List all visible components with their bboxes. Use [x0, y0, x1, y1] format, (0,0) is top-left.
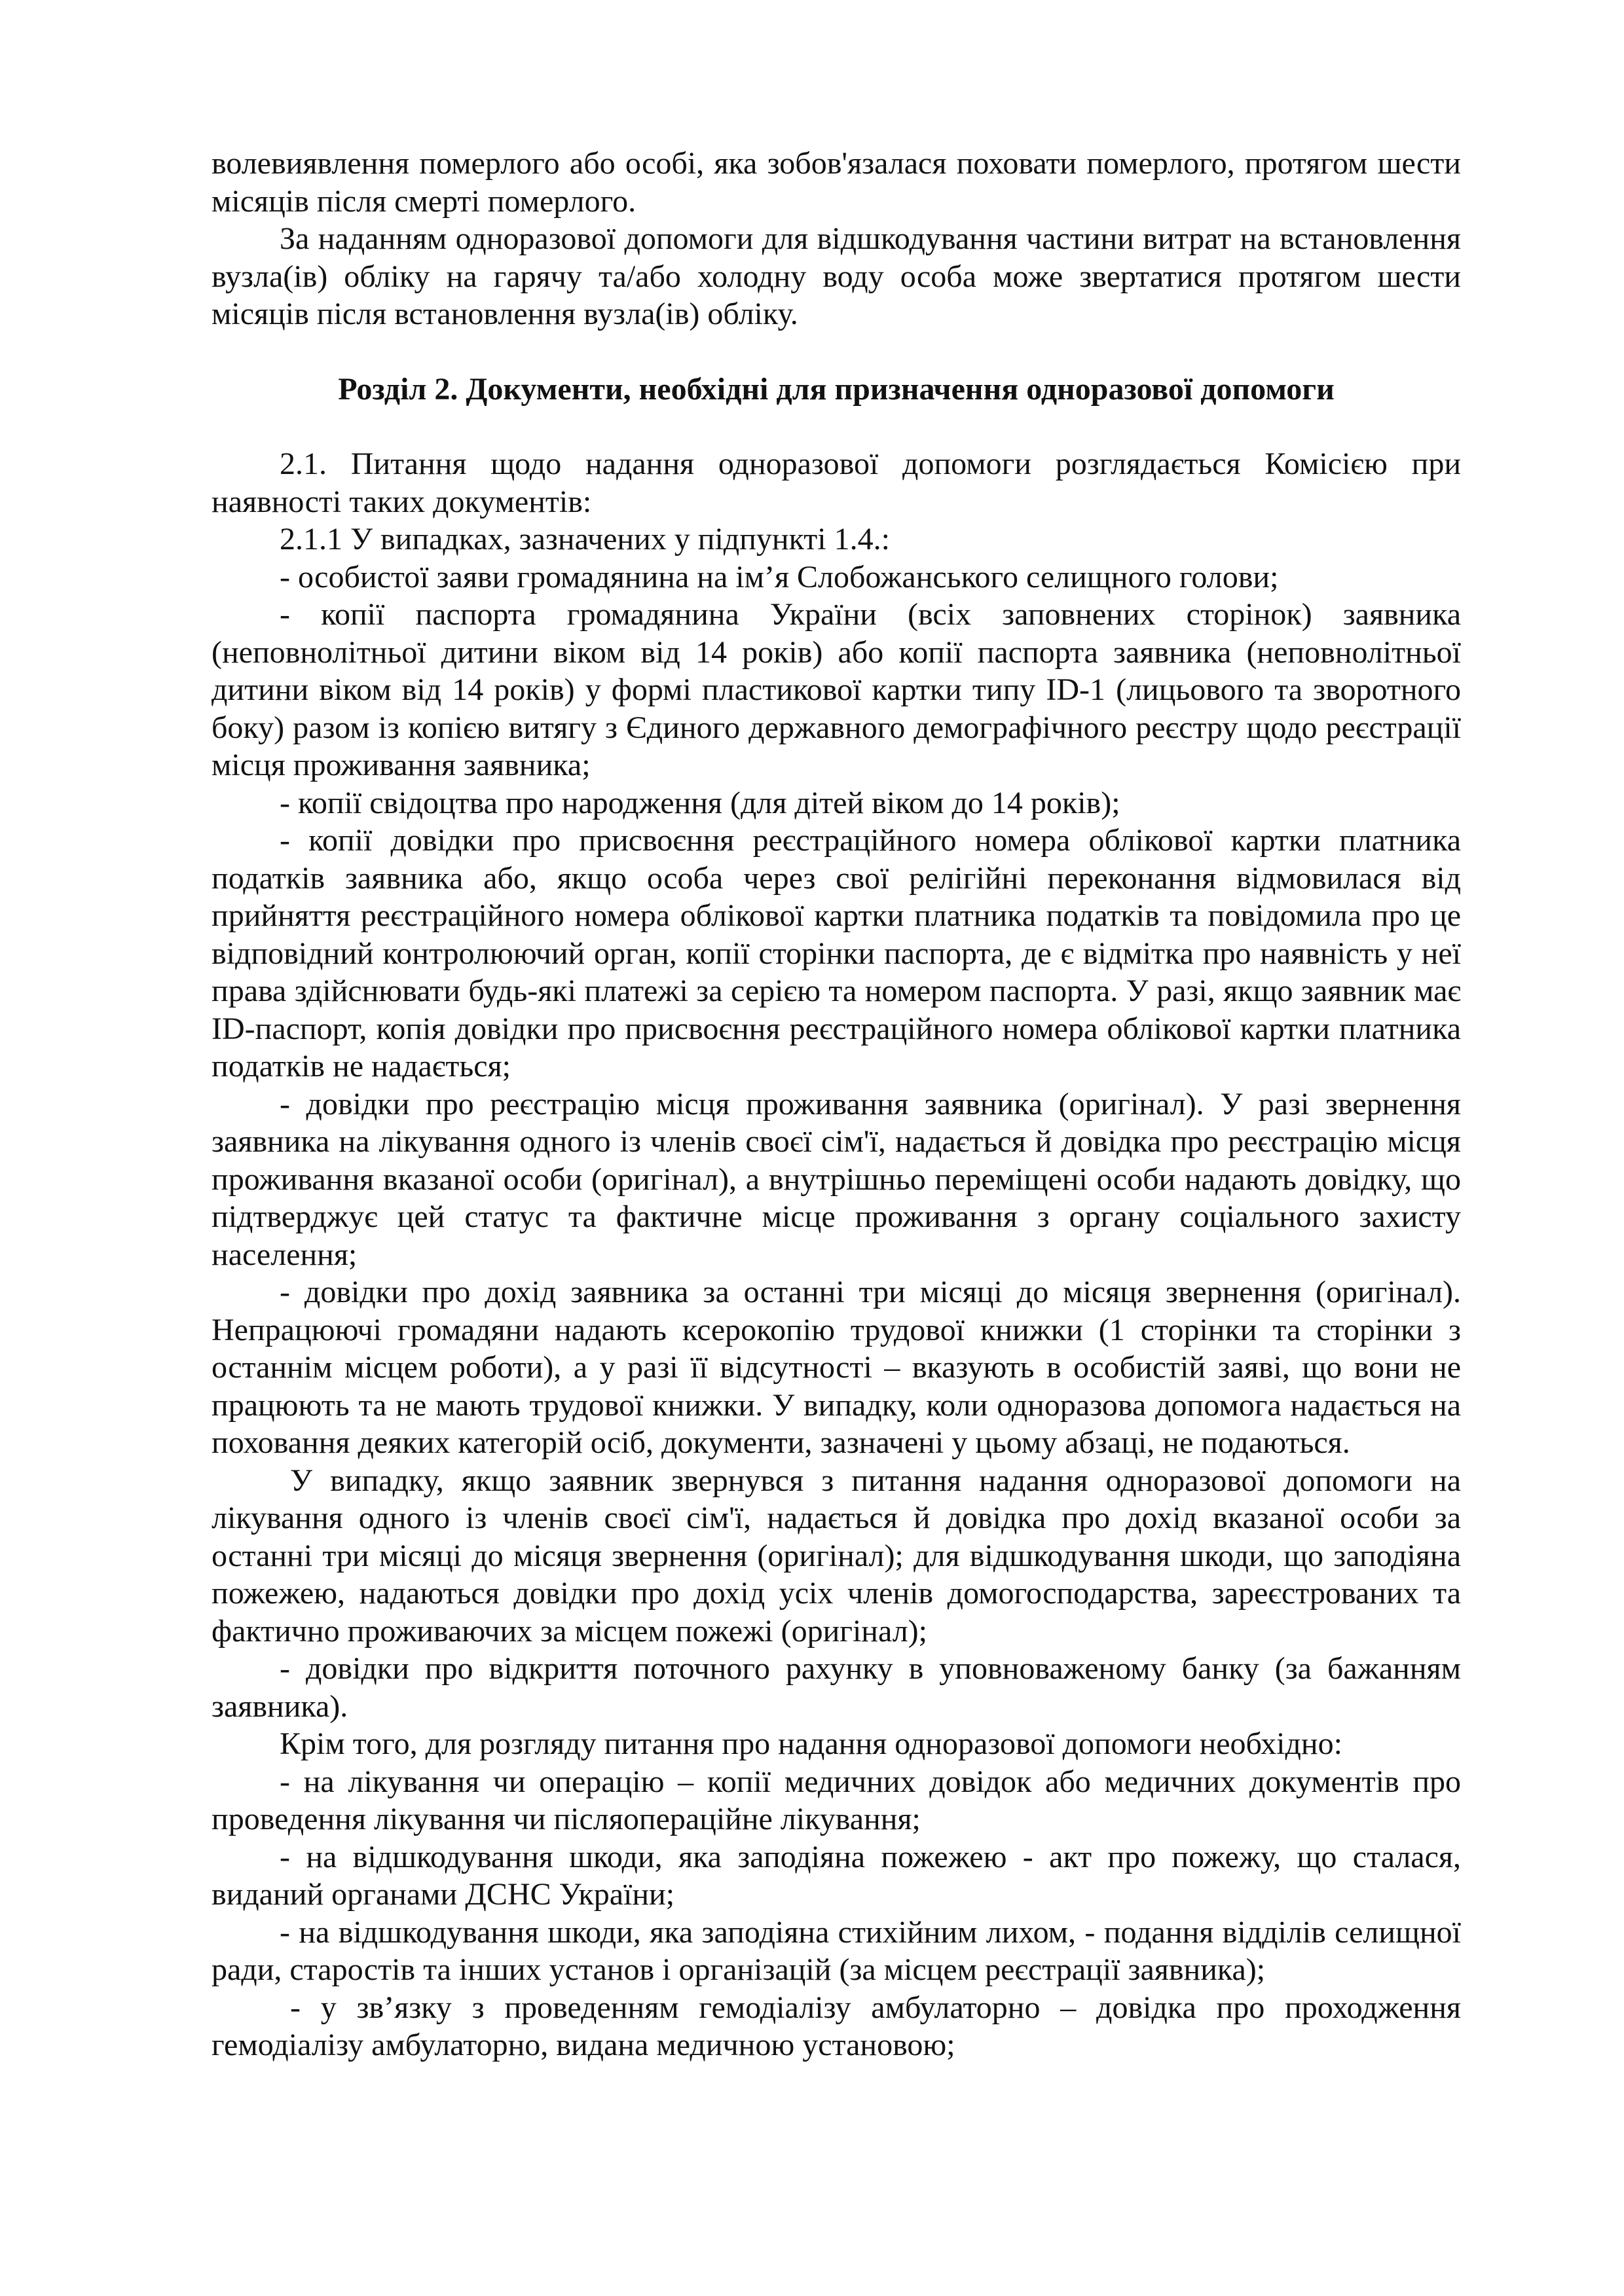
list-item-residence-certificate: - довідки про реєстрацію місця проживання заявника (оригінал). У разі звернення заявника на лікування одного із членів своєї сім'ї, надається й довідка про реєстрацію місця проживання вказаної особи (оригінал), а внутрішньо переміщені особи надають довідку, що підтверджує цей статус та фактичне місце проживання з органу соціального захисту населення;: [212, 1086, 1461, 1272]
list-item-income-certificate: - довідки про дохід заявника за останні три місяці до місяця звернення (оригінал). Непрацюючі громадяни надають ксерокопію трудової книжки (1 сторінки та сторінки з останнім місцем роботи), а у разі її відсутності – вказують в особистій заяві, що вони не працюють та не мають трудової книжки. У випадку, коли одноразова допомога надається на поховання деяких категорій осіб, документи, зазначені у цьому абзаці, не подаються.: [212, 1275, 1461, 1460]
list-item-birth-certificate: - копії свідоцтва про народження (для дітей віком до 14 років);: [280, 785, 1120, 820]
paragraph-additionally-required: Крім того, для розгляду питання про надання одноразової допомоги необхідно:: [280, 1726, 1342, 1761]
list-item-passport: - копії паспорта громадянина України (всіх заповнених сторінок) заявника (неповнолітньої дитини віком від 14 років) або копії паспорта заявника (неповнолітньої дитини віком від 14 років) у формі пластикової картки типу ID-1 (лицьового та зворотного боку) разом із копією витягу з Єдиного державного демографічного реєстру щодо реєстрації місця проживання заявника;: [212, 597, 1461, 782]
paragraph-family-member-income: У випадку, якщо заявник звернувся з питання надання одноразової допомоги на лікування одного із членів своєї сім'ї, надається й довідка про дохід вказаної особи за останні три місяці до місяця звернення (оригінал); для відшкодування шкоди, що заподіяна пожежею, надаються довідки про дохід усіх членів домогосподарства, зареєстрованих та фактично проживаючих за місцем пожежі (оригінал);: [212, 1463, 1461, 1649]
list-item-application: - особистої заяви громадянина на ім’я Слобожанського селищного голови;: [280, 559, 1279, 594]
list-item-treatment: - на лікування чи операцію – копії медичних довідок або медичних документів про проведення лікування чи післяопераційне лікування;: [212, 1764, 1461, 1836]
paragraph-meter-installation: За наданням одноразової допомоги для відшкодування частини витрат на встановлення вузла(ів) обліку на гарячу та/або холодну воду особа може звертатися протягом шести місяців після встановлення вузла(ів) обліку.: [212, 221, 1461, 331]
document-page: [212, 145, 1461, 2064]
paragraph-intro-continuation: волевиявлення померлого або особі, яка зобов'язалася поховати померлого, протягом шести місяців після смерті померлого.: [212, 146, 1461, 219]
list-item-tax-number: - копії довідки про присвоєння реєстраційного номера облікової картки платника податків заявника або, якщо особа через свої релігійні переконання відмовилася від прийняття реєстраційного номера облікової картки платника податків та повідомила про це відповідний контролюючий орган, копії сторінки паспорта, де є відмітка про наявність у неї права здійснювати будь-які платежі за серією та номером паспорта. У разі, якщо заявник має ID-паспорт, копія довідки про присвоєння реєстраційного номера облікової картки платника податків не надається;: [212, 823, 1461, 1084]
list-item-fire-damage: - на відшкодування шкоди, яка заподіяна пожежею - акт про пожежу, що сталася, виданий органами ДСНС України;: [212, 1839, 1461, 1912]
list-item-natural-disaster: - на відшкодування шкоди, яка заподіяна стихійним лихом, - подання відділів селищної ради, старостів та інших установ і організацій (за місцем реєстрації заявника);: [212, 1914, 1461, 1987]
section-heading: Розділ 2. Документи, необхідні для призначення одноразової допомоги: [338, 371, 1335, 407]
paragraph-2-1: 2.1. Питання щодо надання одноразової допомоги розглядається Комісією при наявності таких документів:: [212, 446, 1461, 519]
list-item-hemodialysis: - у зв’язку з проведенням гемодіалізу амбулаторно – довідка про проходження гемодіалізу амбулаторно, видана медичною установою;: [212, 1990, 1461, 2062]
list-item-bank-account: - довідки про відкриття поточного рахунку в уповноваженому банку (за бажанням заявника).: [212, 1651, 1461, 1724]
paragraph-2-1-1: 2.1.1 У випадках, зазначених у підпункті 1.4.:: [280, 522, 890, 556]
